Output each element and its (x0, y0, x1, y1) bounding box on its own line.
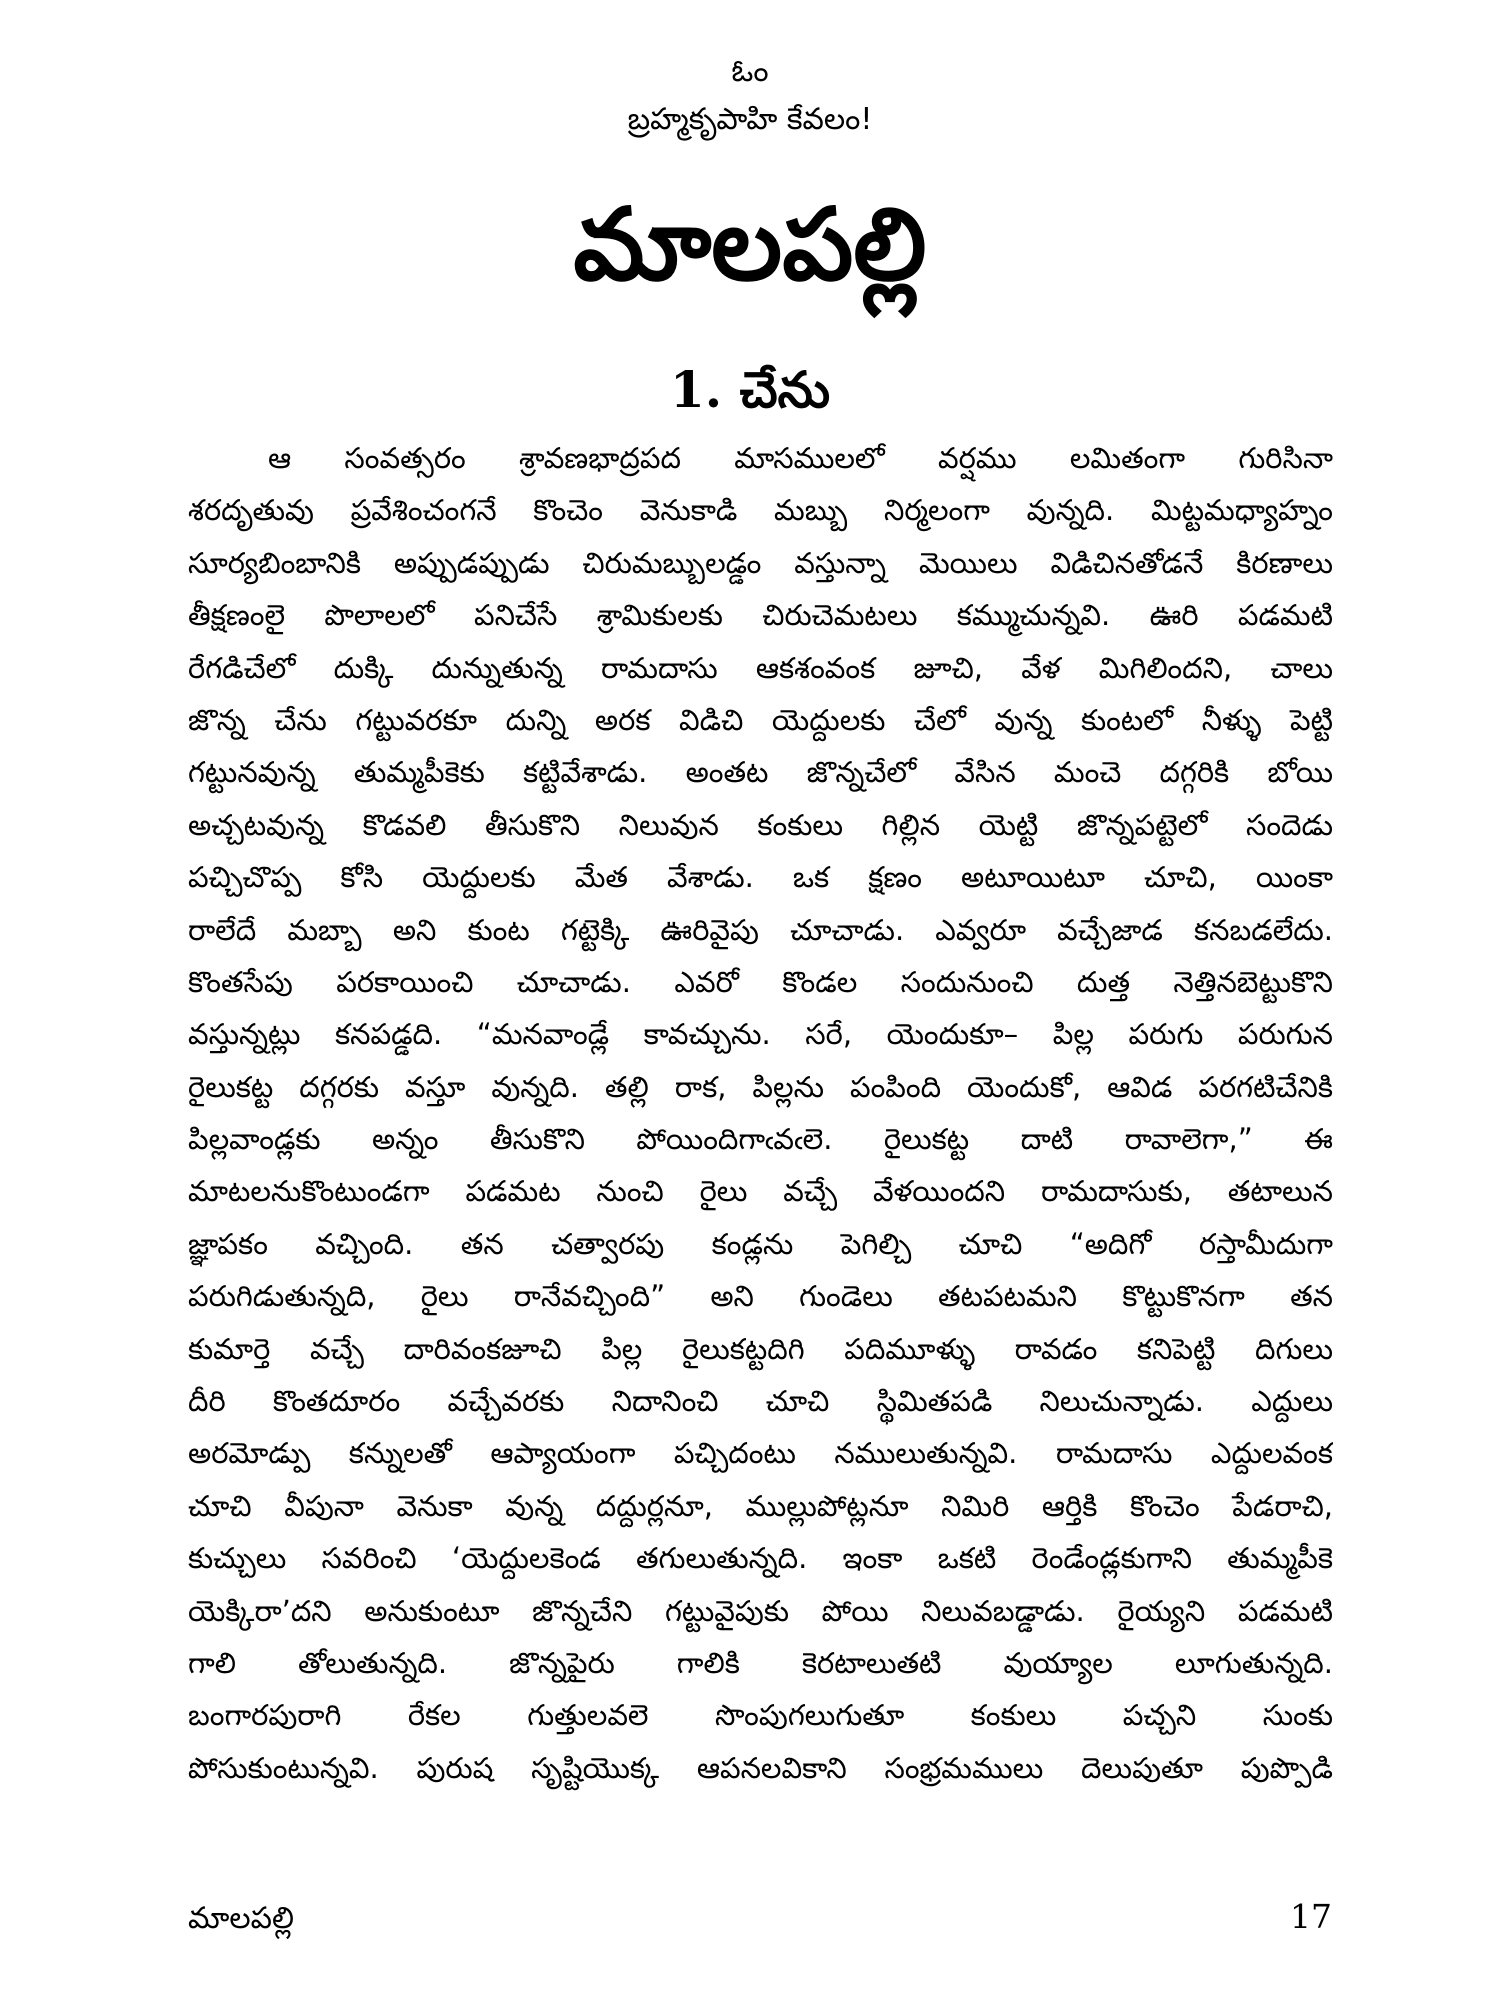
text-line: పరుగిడుతున్నది, రైలు రానేవచ్చింది” అని గుండెలు తటపటమని కొట్టుకొనగా తన (188, 1279, 1333, 1314)
text-line: జొన్న చేను గట్టువరకూ దున్ని అరక విడిచి యెద్దులకు చేలో వున్న కుంటలో నీళ్ళు పెట్టి (188, 702, 1333, 737)
text-line: రైలుకట్ట దగ్గరకు వస్తూ వున్నది. తల్లి రాక, పిల్లను పంపింది యెందుకో, ఆవిడ పరగటిచేనికి (188, 1069, 1333, 1104)
text-line: సూర్యబింబానికి అప్పుడప్పుడు చిరుమబ్బులడ్డం వస్తున్నా మెయిలు విడిచినతోడనే కిరణాలు (188, 545, 1333, 580)
text-line: ఆ సంవత్సరం శ్రావణభాద్రపద మాసములలో వర్షము లమితంగా గురిసినా (268, 441, 1333, 475)
book-title: మాలపల్లి (573, 186, 927, 303)
chapter-number: 1. (669, 360, 723, 419)
chapter-heading (0, 355, 1500, 425)
text-line: కుచ్చులు సవరించి ‘యెద్దులకెండ తగులుతున్నది. ఇంకా ఒకటి రెండేండ్లకుగాని తుమ్మపీకె (188, 1541, 1333, 1576)
text-line: పిల్లవాండ్లకు అన్నం తీసుకొని పోయిందిగాఁవఁలె. రైలుకట్ట దాటి రావాలెగా,” ఈ (188, 1122, 1333, 1157)
text-line: వస్తున్నట్లు కనపడ్డది. “మనవాండ్లే కావచ్చును. సరే, యెందుకూ– పిల్ల పరుగు పరుగున (188, 1017, 1333, 1052)
text-line: యెక్కిరా’దని అనుకుంటూ జొన్నచేని గట్టువైపుకు పోయి నిలువబడ్డాడు. రైయ్యని పడమటి (188, 1593, 1333, 1628)
text-line: కుమార్తె వచ్చే దారివంకజూచి పిల్ల రైలుకట్టదిగి పదిమూళ్ళు రావడం కనిపెట్టి దిగులు (188, 1331, 1333, 1366)
text-line: మాటలనుకొంటుండగా పడమట నుంచి రైలు వచ్చే వేళయిందని రామదాసుకు, తటాలున (188, 1174, 1333, 1209)
text-line: చూచి వీపునా వెనుకా వున్న దద్దుర్లనూ, ముల్లుపోట్లనూ నిమిరి ఆర్తికి కొంచెం పేడరాచి, (188, 1488, 1333, 1523)
om-invocation: ఓం (731, 54, 769, 89)
text-line: పోసుకుంటున్నవి. పురుష సృష్టియొక్క ఆపనలవికాని సంభ్రమములు దెలుపుతూ పుప్పొడి (188, 1750, 1333, 1785)
page-number: 17 (1290, 1897, 1332, 1936)
text-line: పచ్చిచొప్ప కోసి యెద్దులకు మేత వేశాడు. ఒక క్షణం అటూయిటూ చూచి, యింకా (188, 860, 1333, 895)
text-line: తీక్షణంలై పొలాలలో పనిచేసే శ్రామికులకు చిరుచెమటలు కమ్ముచున్నవి. ఊరి పడమటి (188, 598, 1333, 633)
text-line: బంగారపురాగి రేకల గుత్తులవలె సొంపుగలుగుతూ కంకులు పచ్చని సుంకు (188, 1698, 1333, 1733)
text-line: కొంతసేపు పరకాయించి చూచాడు. ఎవరో కొండల సందునుంచి దుత్త నెత్తినబెట్టుకొని (188, 964, 1333, 999)
footer-running-title: మాలపల్లి (188, 1901, 294, 1936)
text-line: అరమోడ్పు కన్నులతో ఆప్యాయంగా పచ్చిదంటు నములుతున్నవి. రామదాసు ఎద్దులవంక (188, 1436, 1333, 1471)
chapter-title: చేను (739, 361, 831, 419)
text-line: జ్ఞాపకం వచ్చింది. తన చత్వారపు కండ్లను పెగిల్చి చూచి “అదిగో రస్తామీదుగా (188, 1226, 1333, 1261)
text-line: గట్టునవున్న తుమ్మపీకెకు కట్టివేశాడు. అంతట జొన్నచేలో వేసిన మంచె దగ్గరికి బోయి (188, 755, 1333, 790)
text-line: రేగడిచేలో దుక్కి దున్నుతున్న రామదాసు ఆకశంవంక జూచి, వేళ మిగిలిందని, చాలు (188, 650, 1333, 685)
chapter-paragraph (188, 432, 1333, 1794)
text-line: రాలేదే మబ్బా అని కుంట గట్టెక్కి ఊరివైపు చూచాడు. ఎవ్వరూ వచ్చేజాడ కనబడలేదు. (188, 912, 1333, 947)
text-line: గాలి తోలుతున్నది. జొన్నపైరు గాలికి కెరటాలుతటి వుయ్యాల లూగుతున్నది. (188, 1645, 1333, 1680)
text-line: శరదృతువు ప్రవేశించంగనే కొంచెం వెనుకాడి మబ్బు నిర్మలంగా వున్నది. మిట్టమధ్యాహ్నం (188, 493, 1333, 528)
blessing-line: బ్రహ్మకృపాహి కేవలం! (627, 102, 873, 137)
text-line: అచ్చటవున్న కొడవలి తీసుకొని నిలువున కంకులు గిల్లిన యెట్టి జొన్నపట్టెలో సందెడు (188, 807, 1333, 842)
text-line: దీరి కొంతదూరం వచ్చేవరకు నిదానించి చూచి స్థిమితపడి నిలుచున్నాడు. ఎద్దులు (188, 1384, 1333, 1419)
